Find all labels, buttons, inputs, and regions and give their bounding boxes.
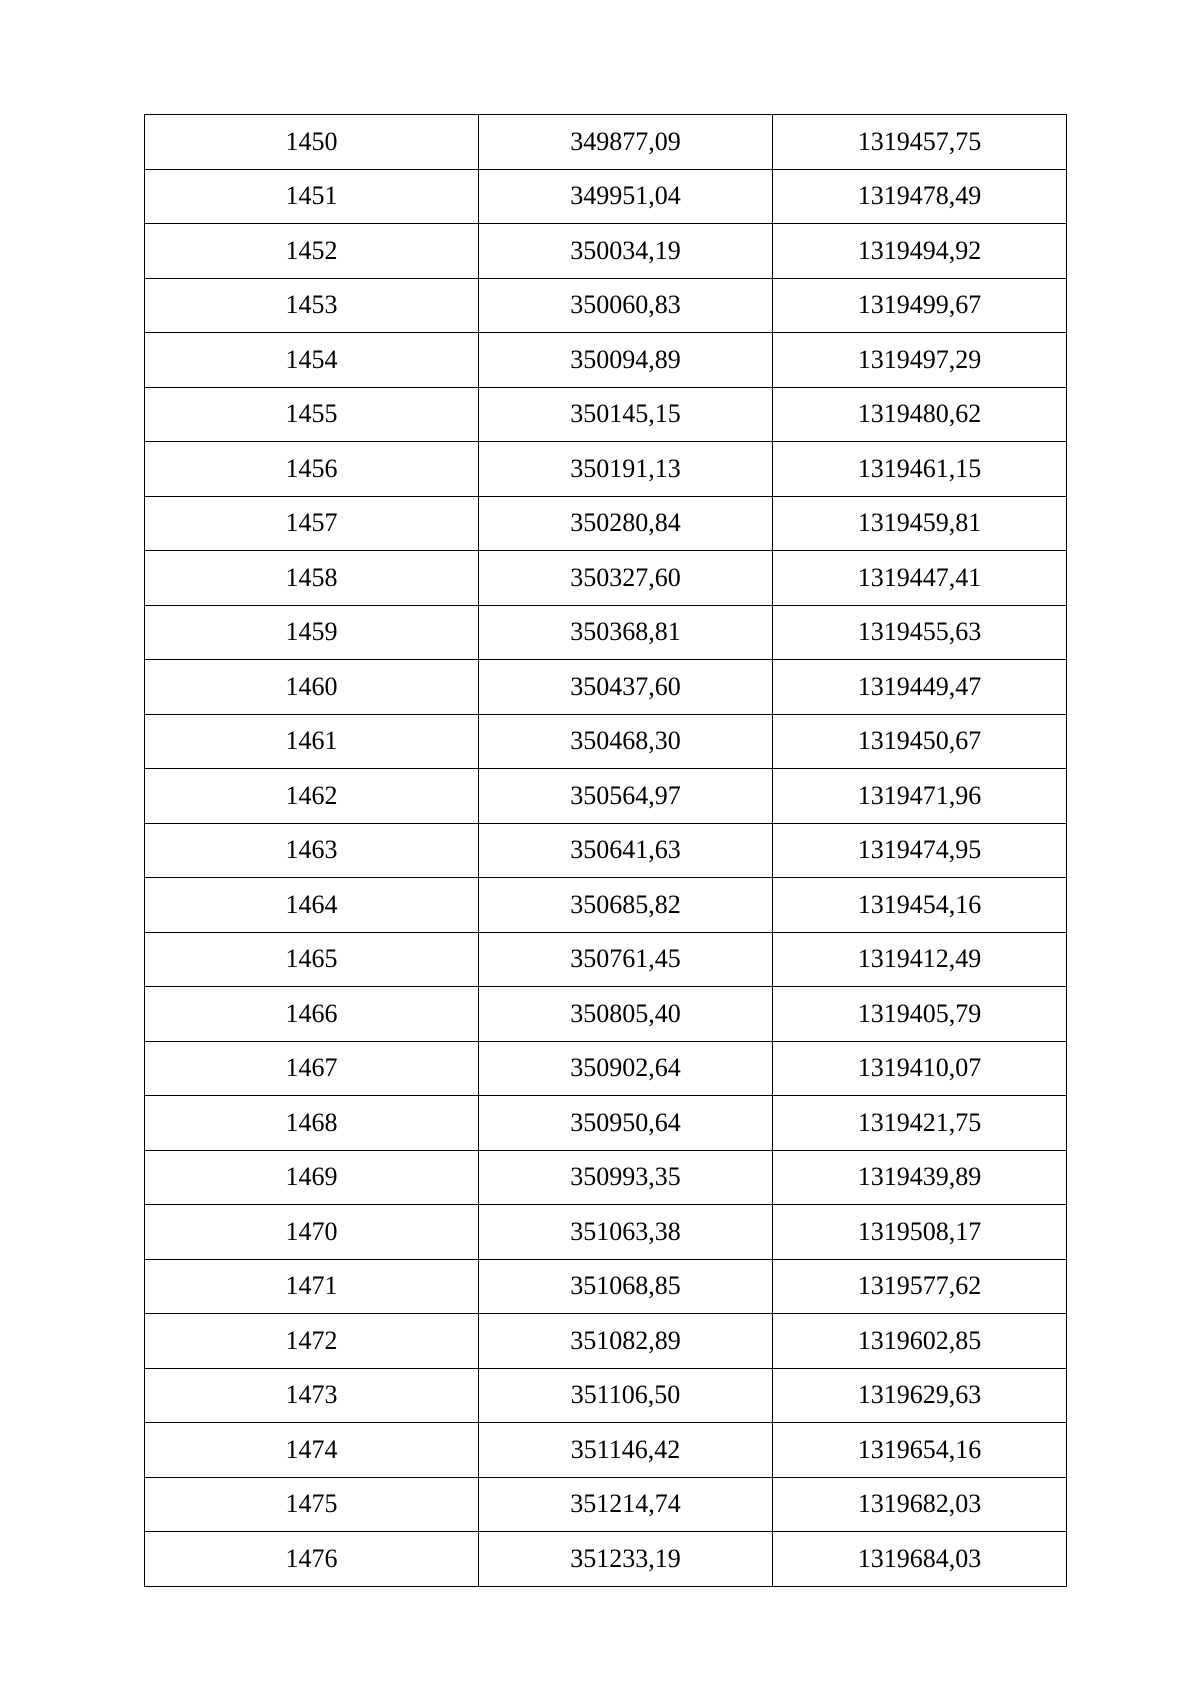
table-row — [145, 660, 1067, 715]
table-row — [145, 1259, 1067, 1314]
x-coordinate-cell: 351082,89 — [479, 1314, 773, 1369]
point-number-cell: 1455 — [145, 387, 479, 442]
x-coordinate-cell: 350034,19 — [479, 224, 773, 279]
y-coordinate-cell: 1319449,47 — [773, 660, 1067, 715]
y-coordinate-cell: 1319497,29 — [773, 333, 1067, 388]
x-coordinate-cell: 349951,04 — [479, 169, 773, 224]
x-coordinate-cell: 349877,09 — [479, 115, 773, 170]
x-coordinate-cell: 350145,15 — [479, 387, 773, 442]
x-coordinate-cell: 350060,83 — [479, 278, 773, 333]
y-coordinate-cell: 1319577,62 — [773, 1259, 1067, 1314]
x-coordinate-cell: 350191,13 — [479, 442, 773, 497]
y-coordinate-cell: 1319684,03 — [773, 1532, 1067, 1587]
x-coordinate-cell: 350368,81 — [479, 605, 773, 660]
y-coordinate-cell: 1319439,89 — [773, 1150, 1067, 1205]
point-number-cell: 1460 — [145, 660, 479, 715]
x-coordinate-cell: 350327,60 — [479, 551, 773, 606]
point-number-cell: 1473 — [145, 1368, 479, 1423]
x-coordinate-cell: 350685,82 — [479, 878, 773, 933]
y-coordinate-cell: 1319494,92 — [773, 224, 1067, 279]
x-coordinate-cell: 351063,38 — [479, 1205, 773, 1260]
x-coordinate-cell: 351214,74 — [479, 1477, 773, 1532]
table-row — [145, 823, 1067, 878]
point-number-cell: 1475 — [145, 1477, 479, 1532]
table-row — [145, 987, 1067, 1042]
y-coordinate-cell: 1319602,85 — [773, 1314, 1067, 1369]
point-number-cell: 1459 — [145, 605, 479, 660]
point-number-cell: 1470 — [145, 1205, 479, 1260]
point-number-cell: 1453 — [145, 278, 479, 333]
point-number-cell: 1463 — [145, 823, 479, 878]
x-coordinate-cell: 350902,64 — [479, 1041, 773, 1096]
y-coordinate-cell: 1319412,49 — [773, 932, 1067, 987]
x-coordinate-cell: 351146,42 — [479, 1423, 773, 1478]
table-row — [145, 1041, 1067, 1096]
table-row — [145, 1423, 1067, 1478]
x-coordinate-cell: 350280,84 — [479, 496, 773, 551]
y-coordinate-cell: 1319450,67 — [773, 714, 1067, 769]
y-coordinate-cell: 1319654,16 — [773, 1423, 1067, 1478]
point-number-cell: 1468 — [145, 1096, 479, 1151]
y-coordinate-cell: 1319629,63 — [773, 1368, 1067, 1423]
y-coordinate-cell: 1319682,03 — [773, 1477, 1067, 1532]
table-row — [145, 1205, 1067, 1260]
x-coordinate-cell: 351106,50 — [479, 1368, 773, 1423]
y-coordinate-cell: 1319459,81 — [773, 496, 1067, 551]
y-coordinate-cell: 1319447,41 — [773, 551, 1067, 606]
x-coordinate-cell: 350437,60 — [479, 660, 773, 715]
point-number-cell: 1450 — [145, 115, 479, 170]
x-coordinate-cell: 351068,85 — [479, 1259, 773, 1314]
table-row — [145, 1368, 1067, 1423]
point-number-cell: 1476 — [145, 1532, 479, 1587]
point-number-cell: 1466 — [145, 987, 479, 1042]
y-coordinate-cell: 1319410,07 — [773, 1041, 1067, 1096]
table-row — [145, 1096, 1067, 1151]
table-row — [145, 387, 1067, 442]
y-coordinate-cell: 1319508,17 — [773, 1205, 1067, 1260]
point-number-cell: 1474 — [145, 1423, 479, 1478]
point-number-cell: 1472 — [145, 1314, 479, 1369]
table-row — [145, 442, 1067, 497]
point-number-cell: 1461 — [145, 714, 479, 769]
table-row — [145, 714, 1067, 769]
table-row — [145, 1314, 1067, 1369]
x-coordinate-cell: 350094,89 — [479, 333, 773, 388]
table-row — [145, 932, 1067, 987]
point-number-cell: 1458 — [145, 551, 479, 606]
table-row — [145, 224, 1067, 279]
table-row — [145, 1477, 1067, 1532]
y-coordinate-cell: 1319478,49 — [773, 169, 1067, 224]
coordinates-table — [144, 114, 1067, 1587]
table-row — [145, 551, 1067, 606]
x-coordinate-cell: 350993,35 — [479, 1150, 773, 1205]
y-coordinate-cell: 1319454,16 — [773, 878, 1067, 933]
x-coordinate-cell: 350641,63 — [479, 823, 773, 878]
point-number-cell: 1462 — [145, 769, 479, 824]
y-coordinate-cell: 1319499,67 — [773, 278, 1067, 333]
y-coordinate-cell: 1319421,75 — [773, 1096, 1067, 1151]
table-row — [145, 878, 1067, 933]
table-row — [145, 169, 1067, 224]
x-coordinate-cell: 351233,19 — [479, 1532, 773, 1587]
table-row — [145, 115, 1067, 170]
y-coordinate-cell: 1319461,15 — [773, 442, 1067, 497]
y-coordinate-cell: 1319457,75 — [773, 115, 1067, 170]
point-number-cell: 1451 — [145, 169, 479, 224]
y-coordinate-cell: 1319474,95 — [773, 823, 1067, 878]
x-coordinate-cell: 350805,40 — [479, 987, 773, 1042]
point-number-cell: 1469 — [145, 1150, 479, 1205]
point-number-cell: 1457 — [145, 496, 479, 551]
table-row — [145, 1150, 1067, 1205]
point-number-cell: 1464 — [145, 878, 479, 933]
table-row — [145, 769, 1067, 824]
point-number-cell: 1454 — [145, 333, 479, 388]
point-number-cell: 1471 — [145, 1259, 479, 1314]
point-number-cell: 1467 — [145, 1041, 479, 1096]
table-row — [145, 1532, 1067, 1587]
table-row — [145, 278, 1067, 333]
point-number-cell: 1465 — [145, 932, 479, 987]
y-coordinate-cell: 1319455,63 — [773, 605, 1067, 660]
table-row — [145, 605, 1067, 660]
x-coordinate-cell: 350468,30 — [479, 714, 773, 769]
table-row — [145, 333, 1067, 388]
y-coordinate-cell: 1319480,62 — [773, 387, 1067, 442]
point-number-cell: 1456 — [145, 442, 479, 497]
x-coordinate-cell: 350564,97 — [479, 769, 773, 824]
x-coordinate-cell: 350950,64 — [479, 1096, 773, 1151]
y-coordinate-cell: 1319471,96 — [773, 769, 1067, 824]
y-coordinate-cell: 1319405,79 — [773, 987, 1067, 1042]
table-row — [145, 496, 1067, 551]
point-number-cell: 1452 — [145, 224, 479, 279]
x-coordinate-cell: 350761,45 — [479, 932, 773, 987]
